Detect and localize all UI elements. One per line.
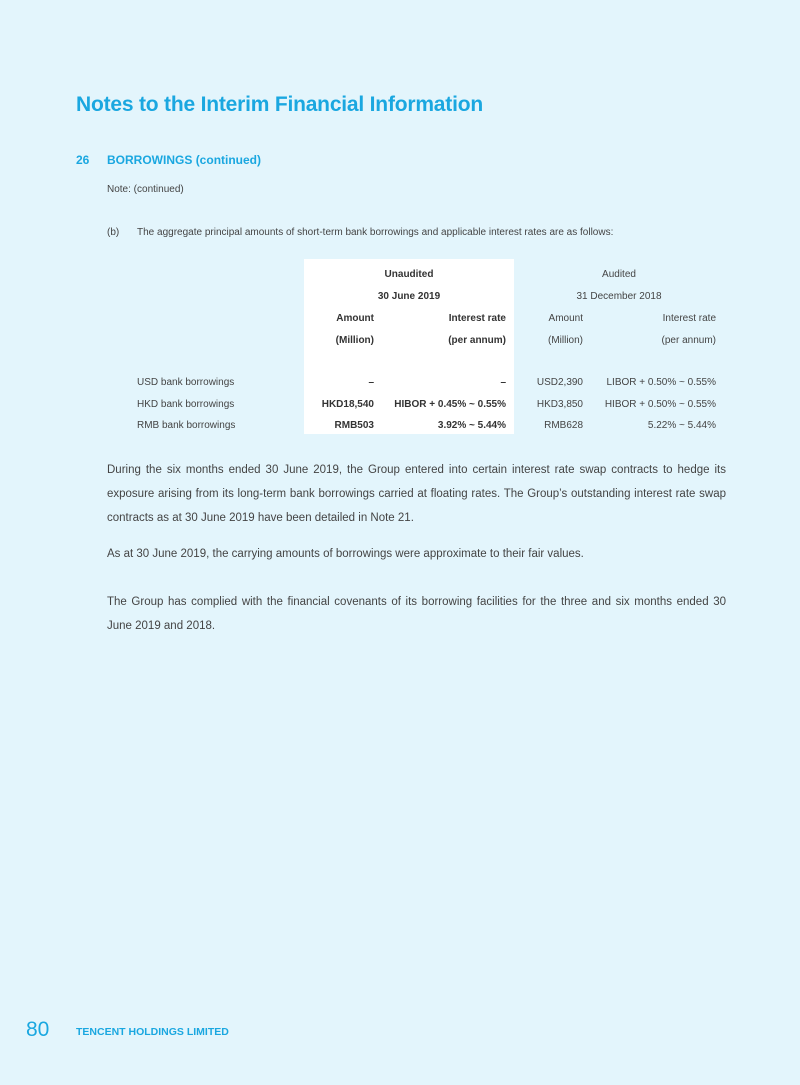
col-amount-2019: Amount [336,313,374,324]
section-title: BORROWINGS [107,153,193,167]
item-text: The aggregate principal amounts of short-term bank borrowings and applicable interest rates are as follows: [137,227,614,238]
row-label: HKD bank borrowings [137,399,235,410]
rate-2018: HIBOR + 0.50% ~ 0.55% [604,399,716,410]
col-rate-2019: Interest rate [448,313,506,324]
row-label: USD bank borrowings [137,377,235,388]
paragraph-swap-contracts: During the six months ended 30 June 2019, the Group entered into certain interest rate swap contracts to hedge its exposure arising from its long-term bank borrowings carried at floating rates. The Group’s outstanding interest rate swap contracts as at 30 June 2019 have been detailed in Note 21. [107,464,726,524]
col-per-annum-2018: (per annum) [661,335,716,346]
page-number: 80 [26,1018,50,1041]
rate-2018: 5.22% ~ 5.44% [647,420,716,431]
note-item-b [107,227,613,238]
amount-2018: USD2,390 [536,377,583,388]
unaudited-header: Unaudited [384,269,434,280]
item-marker: (b) [107,227,120,238]
company-name: TENCENT HOLDINGS LIMITED [76,1026,229,1038]
col-million-2019: (Million) [335,335,374,346]
section-suffix: (continued) [195,153,262,167]
amount-2019: RMB503 [334,420,374,431]
amount-2019: HKD18,540 [321,399,374,410]
page-title: Notes to the Interim Financial Information [76,93,483,116]
paragraph-covenants: The Group has complied with the financial covenants of its borrowing facilities for the three and six months ended 30 June 2019 and 2018. [107,596,726,632]
row-label: RMB bank borrowings [137,420,236,431]
section-heading [76,153,261,167]
col-amount-2018: Amount [548,313,583,324]
rate-2019: HIBOR + 0.45% ~ 0.55% [394,399,506,410]
note-label: Note: (continued) [107,184,184,195]
audited-date: 31 December 2018 [576,291,662,302]
section-number: 26 [76,153,90,167]
col-million-2018: (Million) [548,335,583,346]
rate-2019: – [500,377,506,388]
rate-2019: 3.92% ~ 5.44% [437,420,506,431]
paragraph-fair-values: As at 30 June 2019, the carrying amounts of borrowings were approximate to their fair values. [107,548,584,560]
unaudited-date: 30 June 2019 [377,291,441,302]
rate-2018: LIBOR + 0.50% ~ 0.55% [606,377,716,388]
audited-header: Audited [602,269,636,280]
amount-2018: HKD3,850 [536,399,583,410]
amount-2019: – [368,377,374,388]
col-per-annum-2019: (per annum) [448,335,506,346]
amount-2018: RMB628 [544,420,583,431]
col-rate-2018: Interest rate [662,313,716,324]
